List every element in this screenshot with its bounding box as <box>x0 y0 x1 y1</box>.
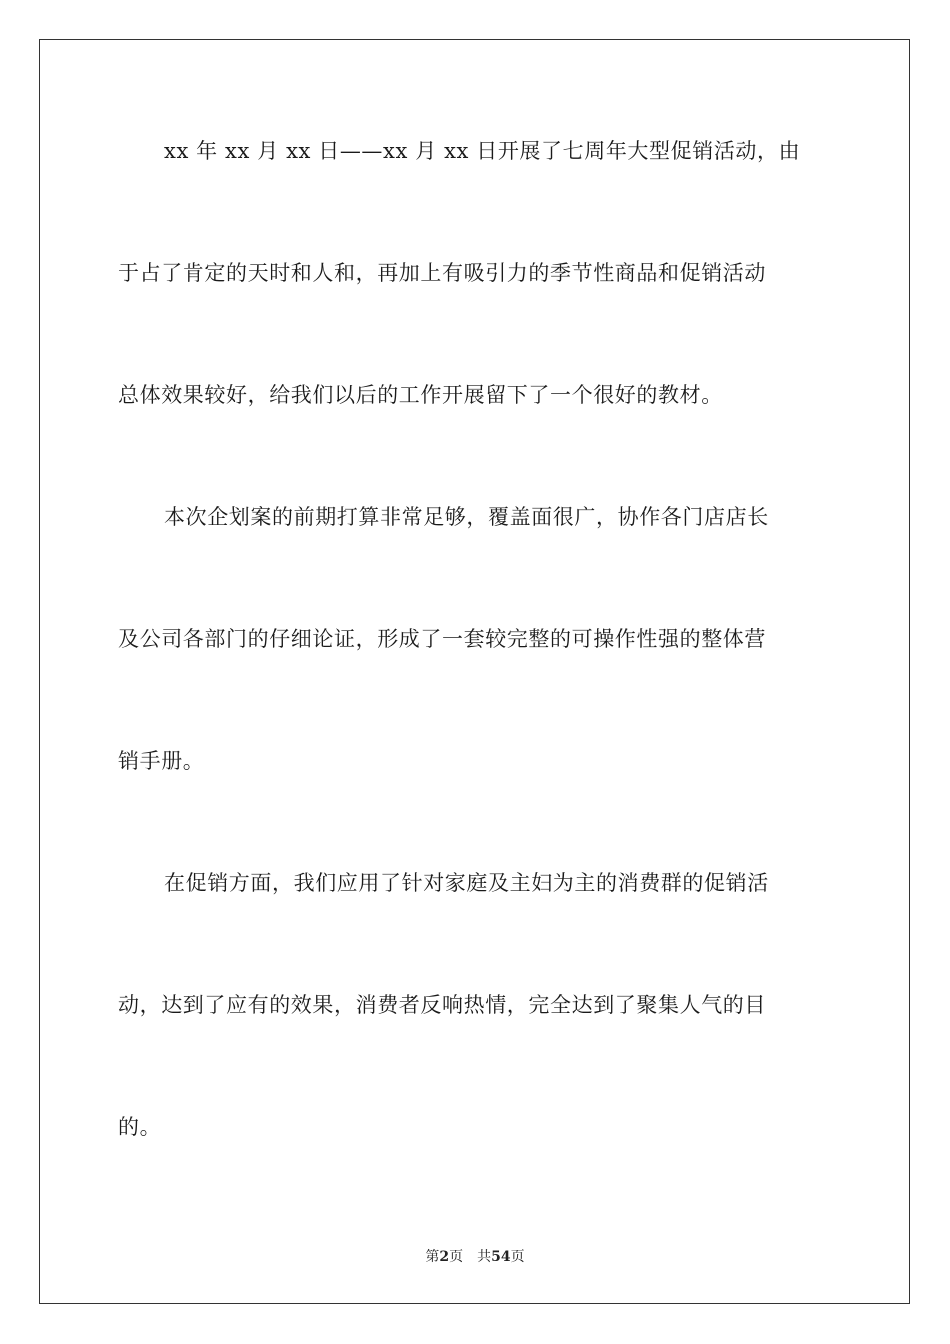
footer-total-prefix: 共 <box>477 1249 492 1265</box>
paragraph-2-line-3: 销手册。 <box>118 749 205 773</box>
footer-total-suffix: 页 <box>510 1249 525 1265</box>
paragraph-1-line-3: 总体效果较好，给我们以后的工作开展留下了一个很好的教材。 <box>118 383 723 407</box>
paragraph-3-line-1: 在促销方面，我们应用了针对家庭及主妇为主的消费群的促销活 <box>164 871 769 895</box>
footer-page-number: 2 <box>439 1249 450 1265</box>
paragraph-3-line-3: 的。 <box>118 1115 162 1139</box>
paragraph-1-line-1: xx 年 xx 月 xx 日——xx 月 xx 日开展了七周年大型促销活动，由 <box>164 139 801 163</box>
paragraph-3-line-2: 动，达到了应有的效果，消费者反响热情，完全达到了聚集人气的目 <box>118 993 766 1017</box>
footer-page-prefix: 第 <box>425 1249 440 1265</box>
footer-total-pages: 54 <box>491 1249 511 1265</box>
paragraph-2-line-1: 本次企划案的前期打算非常足够，覆盖面很广，协作各门店店长 <box>164 505 769 529</box>
footer-page-suffix: 页 <box>449 1249 464 1265</box>
paragraph-1-line-2: 于占了肯定的天时和人和，再加上有吸引力的季节性商品和促销活动 <box>118 261 766 285</box>
paragraph-2-line-2: 及公司各部门的仔细论证，形成了一套较完整的可操作性强的整体营 <box>118 627 766 651</box>
page-footer <box>0 1248 950 1266</box>
